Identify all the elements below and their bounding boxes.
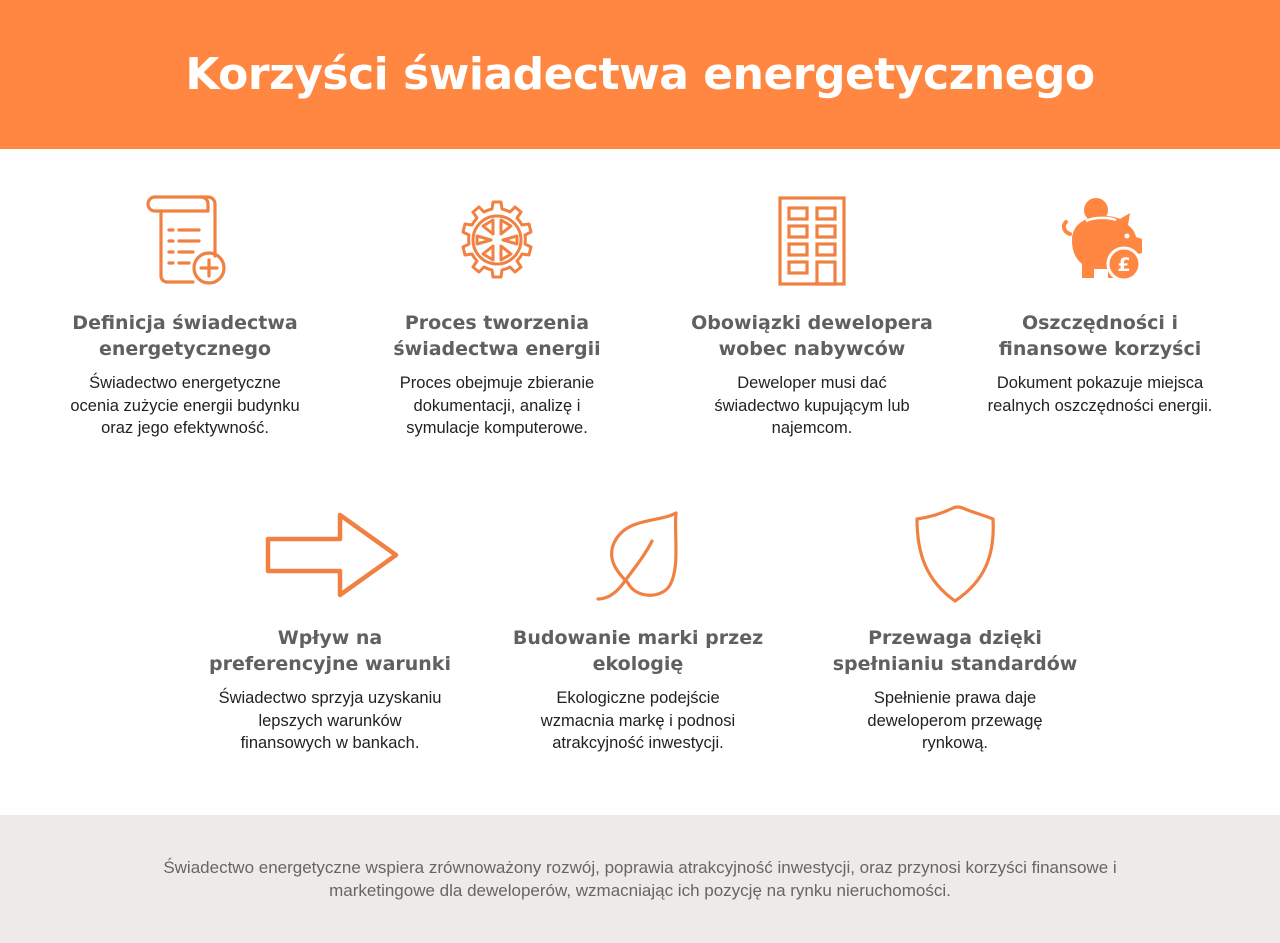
card-title: Przewaga dzięki spełnianiu standardów xyxy=(832,627,1078,675)
arrow-right-icon xyxy=(185,505,475,605)
card-title: Proces tworzenia świadectwa energii xyxy=(393,312,601,360)
header-banner xyxy=(0,0,1280,149)
gear-icon xyxy=(352,190,642,290)
piggy-bank-pound-icon xyxy=(955,190,1245,290)
card-text: Deweloper musi dać świadectwo kupującym lub najemcom. xyxy=(714,374,910,437)
card-title: Obowiązki dewelopera wobec nabywców xyxy=(691,312,933,360)
document-plus-icon xyxy=(40,190,330,290)
card-definition xyxy=(40,190,330,440)
svg-text:£: £ xyxy=(1117,254,1131,276)
card-title: Definicja świadectwa energetycznego xyxy=(72,312,298,360)
card-savings xyxy=(955,190,1245,417)
card-text: Świadectwo energetyczne ocenia zużycie energii budynku oraz jego efektywność. xyxy=(70,374,300,437)
card-text: Proces obejmuje zbieranie dokumentacji, analizę i symulacje komputerowe. xyxy=(399,374,595,437)
card-text: Dokument pokazuje miejsca realnych oszczędności energii. xyxy=(987,374,1213,415)
card-process xyxy=(352,190,642,440)
summary-text: Świadectwo energetyczne wspiera zrównoważony rozwój, poprawia atrakcyjność inwestycji, oraz przynosi korzyści finansowe i marketingowe dla deweloperów, wzmacniając ich pozycję na rynku nieruchomości. xyxy=(163,858,1117,900)
building-icon xyxy=(667,190,957,290)
page-title: Korzyści świadectwa energetycznego xyxy=(185,49,1095,100)
card-eco-branding xyxy=(493,505,783,755)
card-preferential-terms xyxy=(185,505,475,755)
card-title: Wpływ na preferencyjne warunki xyxy=(209,627,451,675)
card-developer-duties xyxy=(667,190,957,440)
leaf-icon xyxy=(493,505,783,605)
shield-icon xyxy=(810,505,1100,605)
card-title: Oszczędności i finansowe korzyści xyxy=(998,312,1202,360)
summary-footer xyxy=(0,815,1280,943)
card-title: Budowanie marki przez ekologię xyxy=(512,627,764,675)
card-standards-advantage xyxy=(810,505,1100,755)
card-text: Ekologiczne podejście wzmacnia markę i podnosi atrakcyjność inwestycji. xyxy=(540,689,736,752)
card-text: Spełnienie prawa daje deweloperom przewagę rynkową. xyxy=(867,689,1043,752)
card-text: Świadectwo sprzyja uzyskaniu lepszych warunków finansowych w bankach. xyxy=(218,689,442,752)
